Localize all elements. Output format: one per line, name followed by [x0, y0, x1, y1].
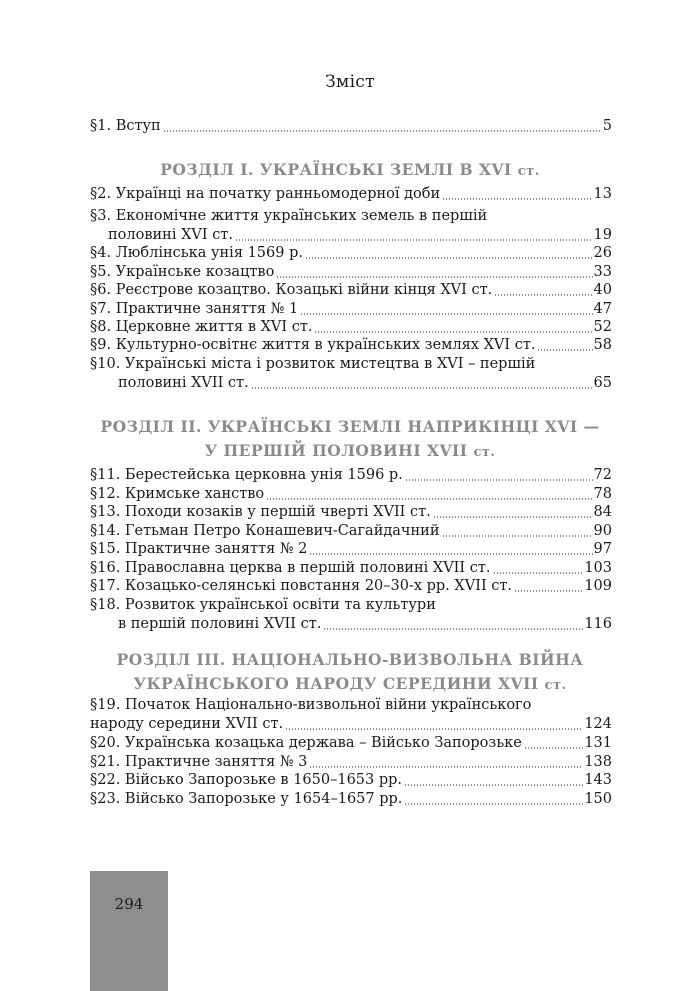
toc-entry-label: половині XVI ст. [108, 227, 233, 243]
toc-entry-label: §1. Вступ [90, 118, 161, 134]
toc-entry-page: 116 [584, 616, 612, 632]
page-number-tab [90, 871, 168, 991]
toc-entry-page: 47 [593, 301, 612, 317]
toc-entry-label: §9. Культурно-освітнє життя в українських землях XVI ст. [90, 337, 536, 353]
toc-entry-page: 65 [593, 375, 612, 391]
dot-leader [404, 803, 583, 805]
toc-entry-page: 150 [584, 791, 612, 807]
dot-leader [309, 766, 583, 768]
toc-entry-page: 97 [593, 541, 612, 557]
section-heading-text: РОЗДІЛ II. УКРАЇНСЬКІ ЗЕМЛІ НАПРИКІНЦІ XVI — [100, 417, 600, 436]
toc-entry-label: §20. Українська козацька держава – Військо Запорозьке [90, 735, 522, 751]
toc-entry-page: 52 [593, 319, 612, 335]
section-heading-3 [0, 648, 700, 698]
toc-entry-label: §16. Православна церква в першій половині XVII ст. [90, 560, 491, 576]
section-heading-suffix: ст. [473, 445, 496, 460]
toc-entry-page: 84 [593, 504, 612, 520]
dot-leader [305, 257, 593, 259]
toc-entry-page: 26 [593, 245, 612, 261]
section-heading-1 [0, 158, 700, 184]
dot-leader [524, 747, 583, 749]
toc-entry-page: 19 [593, 227, 612, 243]
toc-entry-page: 124 [584, 716, 612, 732]
section-heading-text: У ПЕРШІЙ ПОЛОВИНІ XVII [204, 441, 468, 460]
section-heading-suffix: ст. [517, 164, 540, 179]
toc-entry-page: 138 [584, 754, 612, 770]
toc-entry-label: §7. Практичне заняття № 1 [90, 301, 299, 317]
dot-leader [442, 198, 592, 200]
dot-leader [405, 479, 593, 481]
toc-entry-label: §4. Люблінська унія 1569 р. [90, 245, 303, 261]
toc-entry-page: 72 [593, 467, 612, 483]
section-heading-line2 [0, 439, 700, 465]
dot-leader [442, 535, 593, 537]
toc-entry-label: §13. Походи козаків у першій чверті XVII ст. [90, 504, 431, 520]
toc-entry[interactable] [90, 613, 612, 635]
toc-entry-page: 143 [584, 772, 612, 788]
toc-entry-page: 90 [593, 523, 612, 539]
toc-entry-label: половині XVII ст. [118, 375, 249, 391]
dot-leader [285, 728, 583, 730]
toc-entry-label: §19. Початок Національно-визвольної війни українського [90, 697, 532, 713]
toc-entry-intro[interactable] [90, 115, 612, 137]
dot-leader [163, 130, 602, 132]
toc-entry-label: в першій половині XVII ст. [118, 616, 322, 632]
toc-entry-label: народу середини XVII ст. [90, 716, 284, 732]
dot-leader [323, 628, 583, 630]
dot-leader [309, 553, 592, 555]
toc-entry-label: §17. Козацько-селянські повстання 20–30-х рр. XVII ст. [90, 578, 513, 594]
toc-entry-label: §11. Берестейська церковна унія 1596 р. [90, 467, 403, 483]
dot-leader [494, 294, 592, 296]
toc-entry-label: §15. Практичне заняття № 2 [90, 541, 308, 557]
toc-entry-label: §3. Економічне життя українських земель в першій [90, 208, 488, 224]
toc-entry-label: §8. Церковне життя в XVI ст. [90, 319, 313, 335]
section-heading-suffix: ст. [544, 678, 567, 693]
toc-entry-label: §6. Реєстрове козацтво. Козацькі війни кінця XVI ст. [90, 282, 493, 298]
toc-entry-label: §18. Розвиток української освіти та культури [90, 597, 436, 613]
dot-leader [314, 331, 592, 333]
toc-entry-label: §5. Українське козацтво [90, 264, 275, 280]
toc-entry[interactable] [90, 788, 612, 810]
toc-entry-label: §23. Військо Запорозьке у 1654–1657 рр. [90, 791, 403, 807]
dot-leader [276, 276, 592, 278]
dot-leader [433, 516, 593, 518]
toc-entry[interactable] [90, 183, 612, 205]
section-heading-line2 [0, 672, 700, 698]
dot-leader [251, 387, 593, 389]
toc-entry-label: §21. Практичне заняття № 3 [90, 754, 308, 770]
toc-entry-label: §12. Кримське ханство [90, 486, 265, 502]
section-heading-2 [0, 415, 700, 465]
toc-entry[interactable] [90, 372, 612, 394]
dot-leader [300, 313, 592, 315]
dot-leader [266, 498, 592, 500]
dot-leader [537, 349, 592, 351]
toc-entry-page: 103 [584, 560, 612, 576]
toc-entry-page: 5 [602, 118, 612, 134]
toc-entry-label: §22. Військо Запорозьке в 1650–1653 рр. [90, 772, 403, 788]
toc-entry-page: 131 [584, 735, 612, 751]
section-heading-text: УКРАЇНСЬКОГО НАРОДУ СЕРЕДИНИ XVII [133, 674, 539, 693]
toc-entry-page: 58 [593, 337, 612, 353]
toc-entry-page: 78 [593, 486, 612, 502]
dot-leader [404, 784, 583, 786]
toc-entry-label: §2. Українці на початку ранньомодерної доби [90, 186, 441, 202]
dot-leader [514, 590, 583, 592]
toc-entry-label: §14. Гетьман Петро Конашевич-Сагайдачний [90, 523, 440, 539]
toc-entry-label: §10. Українські міста і розвиток мистецтва в XVI – першій [90, 356, 536, 372]
dot-leader [493, 572, 584, 574]
page-title: Зміст [325, 72, 375, 92]
toc-entry-page: 40 [593, 282, 612, 298]
section-heading-text: РОЗДІЛ I. УКРАЇНСЬКІ ЗЕМЛІ В XVI [160, 160, 512, 179]
page-number: 294 [114, 895, 144, 913]
toc-entry-page: 109 [584, 578, 612, 594]
toc-entry-page: 33 [593, 264, 612, 280]
toc-entry-page: 13 [593, 186, 612, 202]
dot-leader [235, 239, 593, 241]
section-heading-text: РОЗДІЛ III. НАЦІОНАЛЬНО-ВИЗВОЛЬНА ВІЙНА [116, 650, 584, 669]
